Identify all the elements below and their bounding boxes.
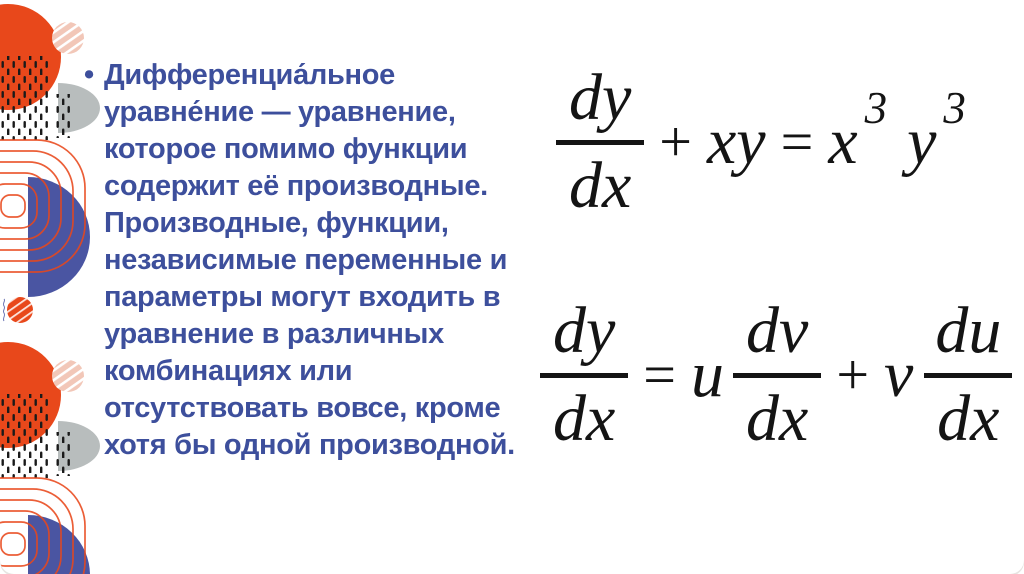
bullet-text-line: отсутствовать вовсе, кроме xyxy=(104,392,501,424)
equals-operator: = xyxy=(643,342,677,407)
bullet-text-line: уравнение в различных xyxy=(104,318,444,350)
plus-operator: + xyxy=(836,342,870,407)
definition-text xyxy=(104,57,554,464)
fraction-numerator: dy xyxy=(553,293,616,367)
bullet-text-line: Производные, функции, xyxy=(104,207,449,239)
bullet-text-line: хотя бы одной производной. xyxy=(104,429,515,461)
term-xy: xy xyxy=(707,105,766,178)
formula-bernoulli-equation xyxy=(556,54,966,230)
plus-operator: + xyxy=(659,109,693,174)
variable-x: x xyxy=(828,105,858,178)
fraction-numerator: dv xyxy=(746,293,809,367)
bullet-text-line: Дифференциа́льное xyxy=(104,59,395,91)
fraction-numerator: dy xyxy=(569,60,632,134)
formula-product-rule xyxy=(540,282,1014,468)
fraction-denominator: dx xyxy=(733,373,821,452)
bullet-text-line: уравне́ние — уравнение, xyxy=(104,96,456,128)
definition-bullet-block xyxy=(84,57,554,464)
bullet-text-line: параметры могут входить в xyxy=(104,281,501,313)
fraction-denominator: dx xyxy=(556,140,644,219)
fraction-denominator: dx xyxy=(924,373,1012,452)
bullet-marker: • xyxy=(84,59,95,91)
bullet-text-line: которое помимо функции xyxy=(104,133,468,165)
fraction-du-dx xyxy=(922,293,1014,455)
fraction-dy-dx xyxy=(556,60,644,222)
fraction-dy-dx xyxy=(540,293,628,455)
equals-operator: = xyxy=(780,109,814,174)
variable-v: v xyxy=(884,338,914,411)
exponent-3: 3 xyxy=(943,82,966,133)
bullet-text-line: комбинациях или xyxy=(104,355,353,387)
fraction-denominator: dx xyxy=(540,373,628,452)
bullet-text-line: независимые переменные и xyxy=(104,244,508,276)
fraction-numerator: du xyxy=(935,293,1002,367)
variable-u: u xyxy=(691,338,725,411)
exponent-3: 3 xyxy=(864,82,888,133)
bullet-text-line: содержит её производные. xyxy=(104,170,488,202)
fraction-dv-dx xyxy=(733,293,821,455)
variable-y: y xyxy=(907,105,937,178)
